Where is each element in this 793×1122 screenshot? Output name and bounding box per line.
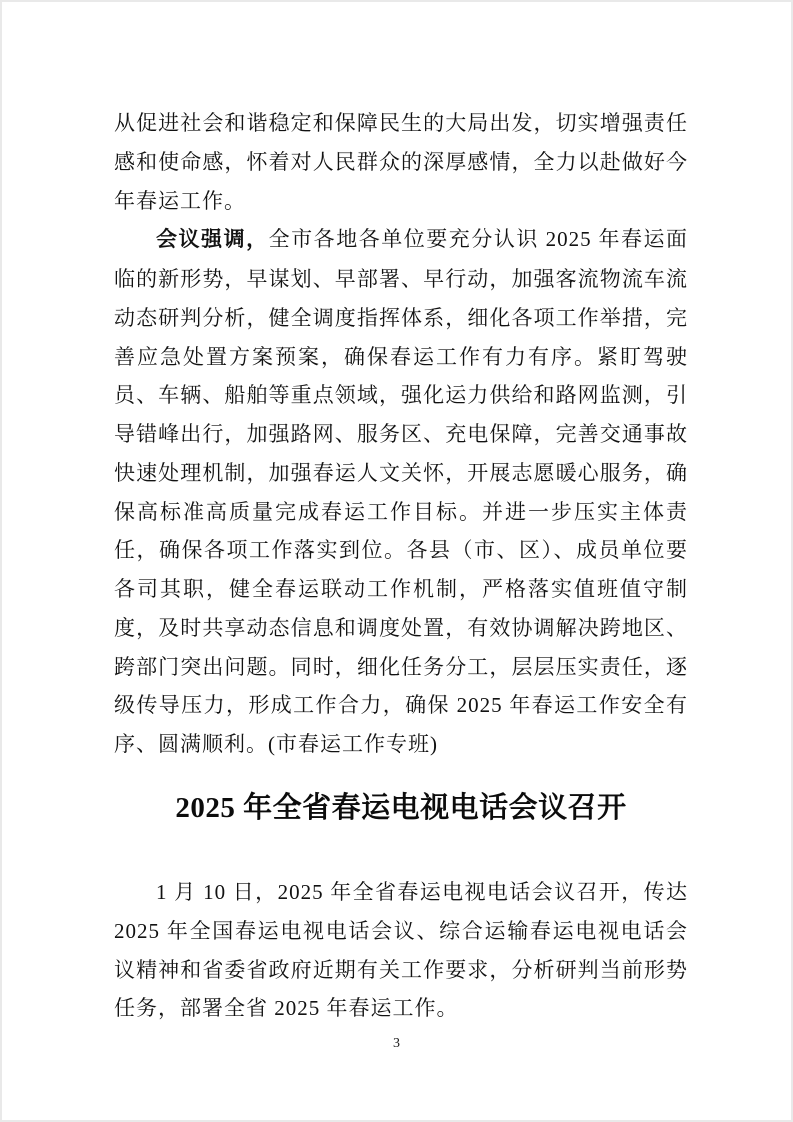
- paragraph-lead-bold: 会议强调，: [156, 228, 269, 252]
- meeting-emphasis-paragraph: [114, 220, 688, 764]
- paragraph-continuation: 从促进社会和谐稳定和保障民生的大局出发，切实增强责任感和使命感，怀着对人民群众的深厚感情，全力以赴做好今年春运工作。: [114, 111, 688, 213]
- page-number: 3: [393, 1036, 400, 1051]
- paragraph-body-text: 全市各地各单位要充分认识 2025 年春运面临的新形势，早谋划、早部署、早行动，加强客流物流车流动态研判分析，健全调度指挥体系，细化各项工作举措，完善应急处置方案预案，确保春运工作有力有序。紧盯驾驶员、车辆、船舶等重点领域，强化运力供给和路网监测，引导错峰出行，加强路网、服务区、充电保障，完善交通事故快速处理机制，加强春运人文关怀，开展志愿暖心服务，确保高标准高质量完成春运工作目标。并进一步压实主体责任，确保各项工作落实到位。各县（市、区）、成员单位要各司其职，健全春运联动工作机制，严格落实值班值守制度，及时共享动态信息和调度处置，有效协调解决跨地区、跨部门突出问题。同时，细化任务分工，层层压实责任，逐级传导压力，形成工作合力，确保 2025 年春运工作安全有序、圆满顺利。(市春运工作专班): [114, 227, 689, 756]
- article-first-paragraph: 1 月 10 日，2025 年全省春运电视电话会议召开，传达 2025 年全国春运电视电话会议、综合运输春运电视电话会议精神和省委省政府近期有关工作要求，分析研判当前形势任务，部署全省 2025 年春运工作。: [114, 880, 688, 1021]
- continued-article-body: [114, 104, 688, 764]
- article-title: 2025 年全省春运电视电话会议召开: [175, 792, 627, 824]
